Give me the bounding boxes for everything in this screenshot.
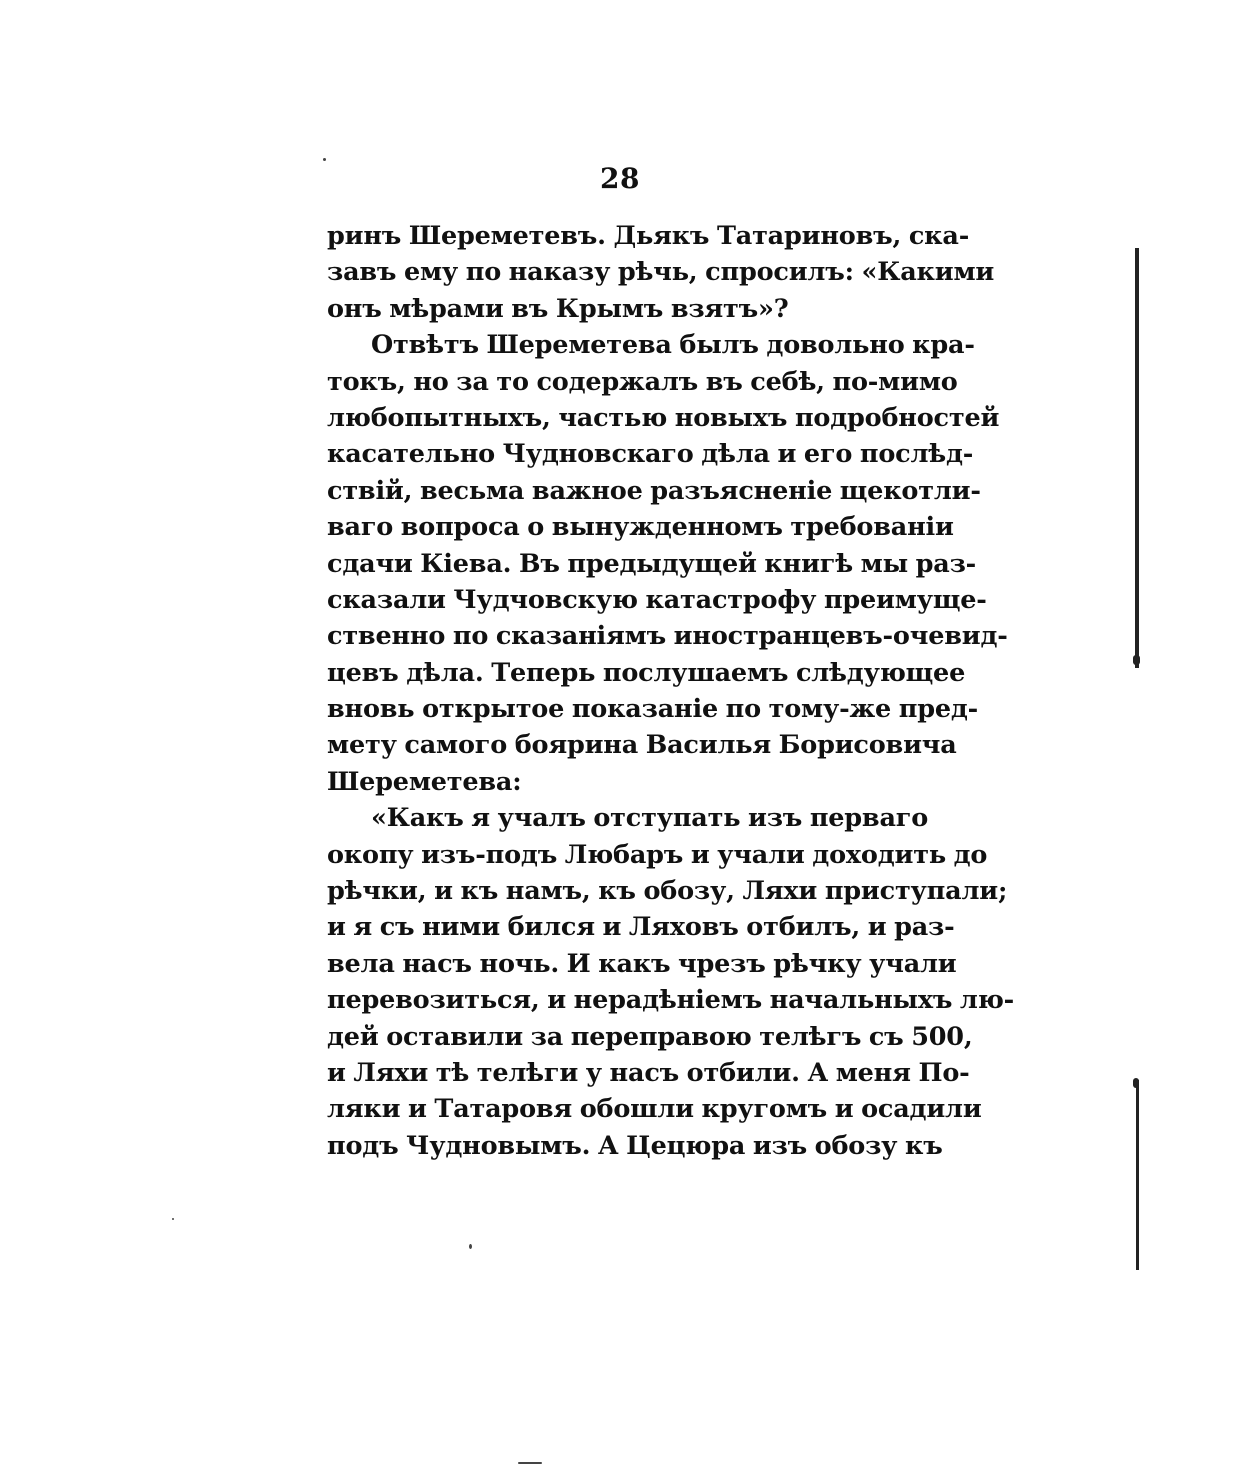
page-body <box>327 218 1015 1164</box>
text-line: ственно по сказаніямъ иностранцевъ-очевид- <box>327 621 1008 652</box>
scan-edge-mark <box>1133 655 1140 665</box>
text-line: вновь открытое показаніе по тому-же пред- <box>327 694 979 725</box>
text-line: цевъ дѣла. Теперь послушаемъ слѣдующее <box>327 657 966 688</box>
text-line: касательно Чудновскаго дѣла и его послѣд- <box>327 439 974 470</box>
text-line: и я съ ними бился и Ляховъ отбилъ, и раз- <box>327 912 955 943</box>
text-line: дей оставили за переправою телѣгъ съ 500, <box>327 1021 973 1052</box>
scan-edge-mark <box>1133 1078 1139 1088</box>
text-line: мету самого боярина Василья Борисовича <box>327 730 957 761</box>
text-line: ваго вопроса о вынужденномъ требованіи <box>327 512 954 543</box>
text-line: перевозиться, и нерадѣніемъ начальныхъ лю- <box>327 985 1015 1016</box>
paragraph-3 <box>327 800 1015 1164</box>
paragraph-1 <box>327 218 995 327</box>
text-line: Отвѣтъ Шереметева былъ довольно кра- <box>371 330 975 361</box>
text-line: «Какъ я учалъ отступать изъ перваго <box>371 803 929 834</box>
scan-speck <box>172 1218 174 1220</box>
text-line: и Ляхи тѣ телѣги у насъ отбили. А меня По- <box>327 1057 970 1088</box>
scan-speck <box>469 1244 472 1249</box>
text-line: окопу изъ-подъ Любаръ и учали доходить до <box>327 839 988 870</box>
scan-edge-mark <box>1136 1080 1139 1270</box>
text-line: сдачи Кіева. Въ предыдущей книгѣ мы раз- <box>327 548 977 579</box>
text-line: Шереметева: <box>327 766 522 797</box>
scan-speck <box>518 1462 542 1464</box>
text-line: рѣчки, и къ намъ, къ обозу, Ляхи приступали; <box>327 876 1008 907</box>
text-line: онъ мѣрами въ Крымъ взятъ»? <box>327 293 789 324</box>
scan-speck <box>323 158 326 161</box>
text-line: подъ Чудновымъ. А Цецюра изъ обозу къ <box>327 1130 943 1161</box>
text-line: токъ, но за то содержалъ въ себѣ, по-мимо <box>327 366 958 397</box>
text-line: любопытныхъ, частью новыхъ подробностей <box>327 402 1000 433</box>
scan-edge-mark <box>1135 248 1139 668</box>
text-line: ринъ Шереметевъ. Дьякъ Татариновъ, ска- <box>327 221 970 251</box>
page-number: 28 <box>600 162 640 195</box>
text-line: ляки и Татаровя обошли кругомъ и осадили <box>327 1094 982 1125</box>
text-line: вела насъ ночь. И какъ чрезъ рѣчку учали <box>327 948 957 979</box>
text-line: сказали Чудчовскую катастрофу преимуще- <box>327 584 987 615</box>
text-line: завъ ему по наказу рѣчь, спросилъ: «Какими <box>327 257 995 288</box>
paragraph-2 <box>327 327 1008 800</box>
text-line: ствій, весьма важное разъясненіе щекотли- <box>327 475 981 506</box>
